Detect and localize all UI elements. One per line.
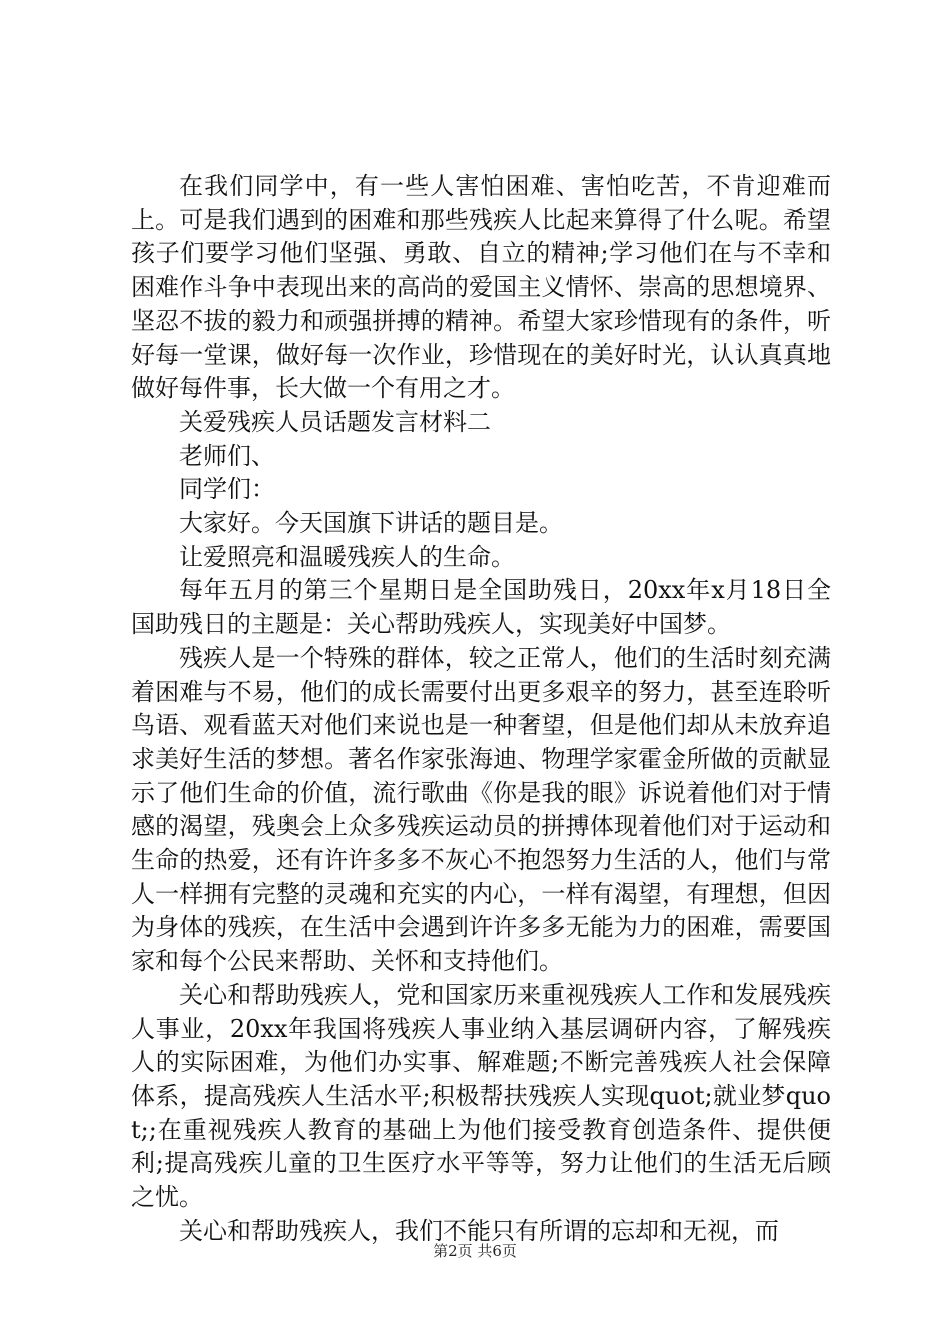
salutation-students: 同学们： [179, 475, 275, 504]
paragraph-special-group: 残疾人是一个特殊的群体，较之正常人，他们的生活时刻充满着困难与不易，他们的成长需要付出更多艰辛的努力，甚至连聆听鸟语、观看蓝天对他们来说也是一种奢望，但是他们却从未放弃追求美好生活的梦想。著名作家张海迪、物理学家霍金所做的贡献显示了他们生命的价值，流行歌曲《你是我的眼》诉说着他们对于情感的渴望，残奥会上众多残疾运动员的拼搏体现着他们对于运动和生命的热爱，还有许许多多不灰心不抱怨努力生活的人，他们与常人一样拥有完整的灵魂和充实的内心，一样有渴望，有理想，但因为身体的残疾，在生活中会遇到许许多多无能为力的困难，需要国家和每个公民来帮助、关怀和支持他们。 [131, 643, 831, 976]
section-title: 关爱残疾人员话题发言材料二 [179, 407, 491, 436]
paragraph-state-support: 关心和帮助残疾人，党和国家历来重视残疾人工作和发展残疾人事业，20xx年我国将残疾人事业纳入基层调研内容，了解残疾人的实际困难，为他们办实事、解难题;不断完善残疾人社会保障体系，提高残疾人生活水平;积极帮扶残疾人实现quot;就业梦quot;;在重视残疾人教育的基础上为他们接受教育创造条件、提供便利;提高残疾儿童的卫生医疗水平等等，努力让他们的生活无后顾之忧。 [131, 980, 831, 1212]
paragraph-help-day: 每年五月的第三个星期日是全国助残日，20xx年x月18日全国助残日的主题是：关心帮助残疾人，实现美好中国梦。 [131, 576, 831, 639]
page-number: 第2页 共6页 [433, 1242, 517, 1260]
salutation-teachers: 老师们、 [179, 441, 275, 470]
paragraph-closing: 关心和帮助残疾人，我们不能只有所谓的忘却和无视，而 [179, 1216, 779, 1245]
greeting-line: 大家好。今天国旗下讲话的题目是。 [179, 509, 563, 538]
paragraph-1: 在我们同学中，有一些人害怕困难、害怕吃苦，不肯迎难而上。可是我们遇到的困难和那些残疾人比起来算得了什么呢。希望孩子们要学习他们坚强、勇敢、自立的精神;学习他们在与不幸和困难作斗争中表现出来的高尚的爱国主义情怀、崇高的思想境界、坚忍不拔的毅力和顽强拼搏的精神。希望大家珍惜现有的条件，听好每一堂课，做好每一次作业，珍惜现在的美好时光，认认真真地做好每件事，长大做一个有用之才。 [131, 172, 831, 403]
speech-topic: 让爱照亮和温暖残疾人的生命。 [179, 542, 515, 571]
document-body [131, 170, 831, 1249]
